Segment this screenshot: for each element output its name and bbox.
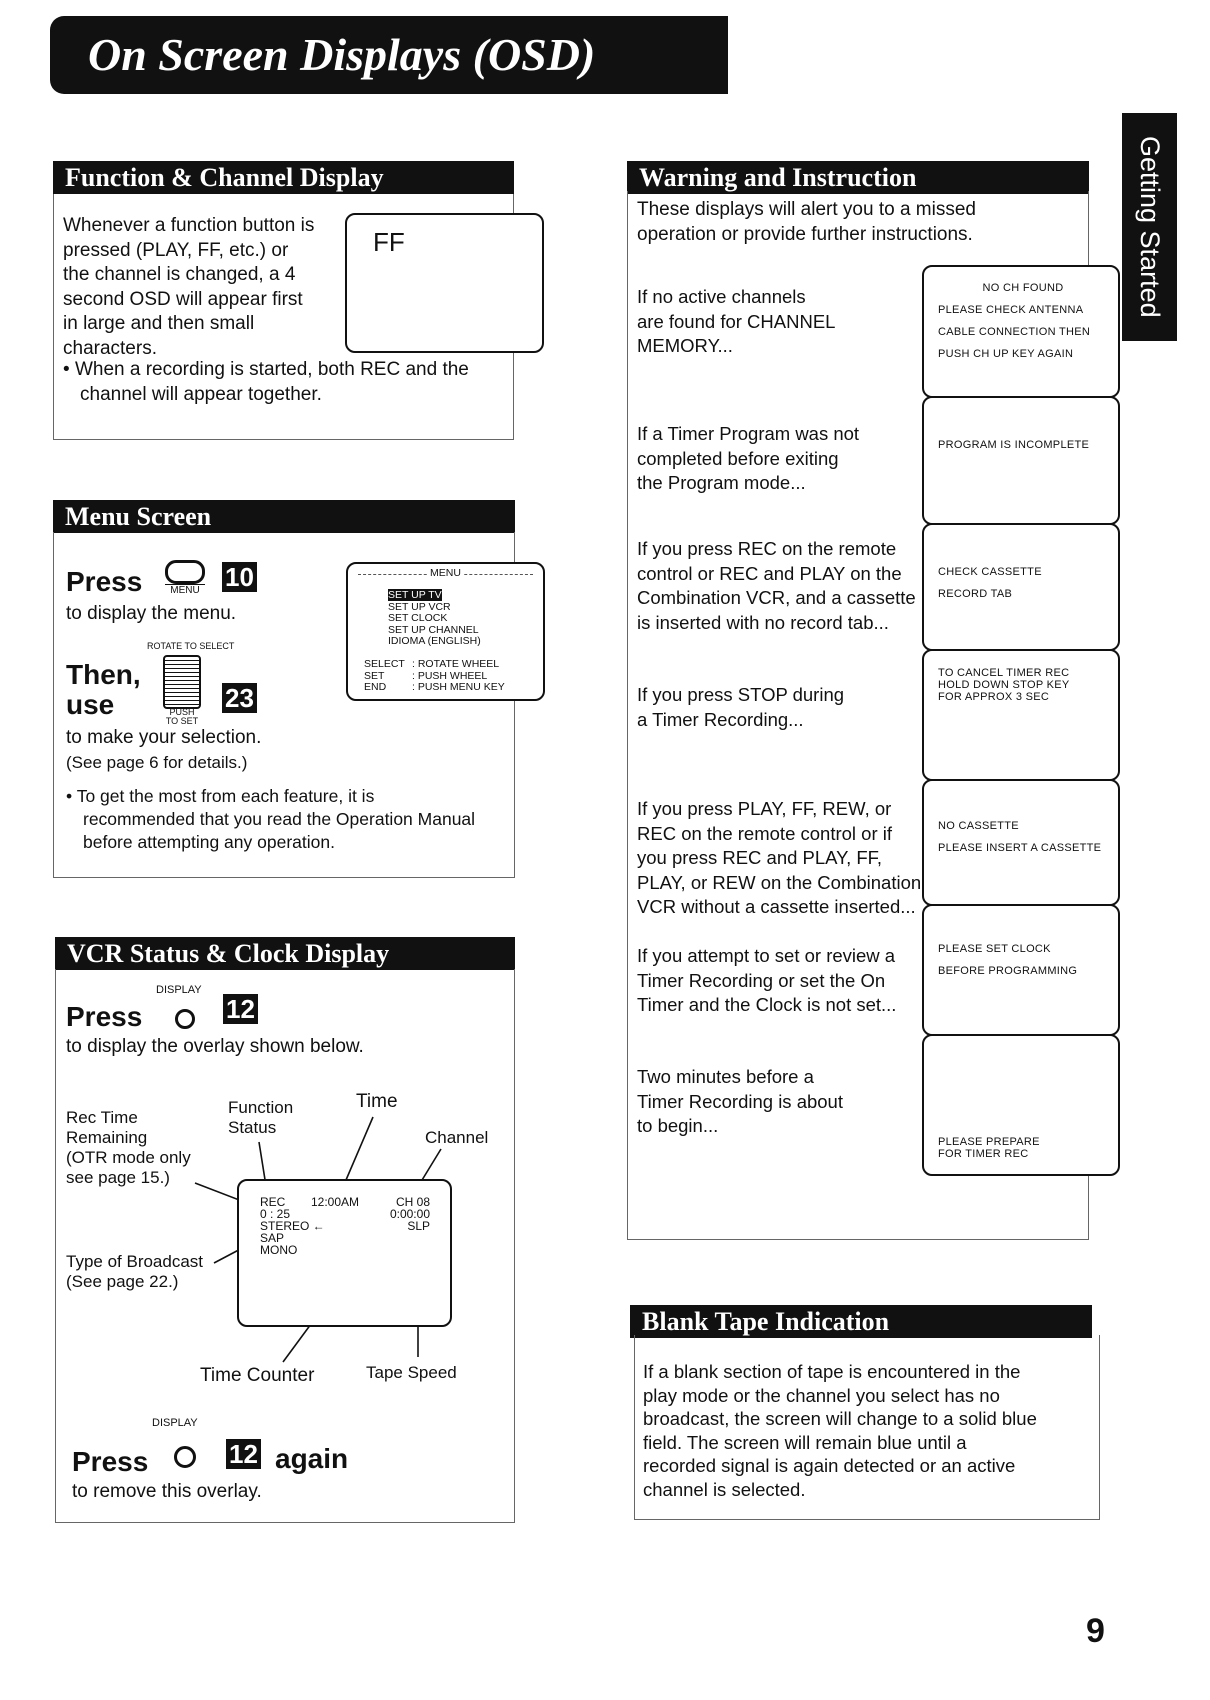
warning-condition bbox=[637, 537, 916, 635]
osd-mono: MONO bbox=[260, 1243, 298, 1257]
line: Rec Time bbox=[66, 1108, 138, 1127]
line: to begin... bbox=[637, 1115, 719, 1136]
line: characters. bbox=[63, 337, 157, 359]
line: (OTR mode only bbox=[66, 1148, 191, 1167]
osd-message-line: PLEASE SET CLOCK bbox=[938, 943, 1051, 955]
osd-message-line: TO CANCEL TIMER REC bbox=[938, 667, 1070, 679]
line: is inserted with no record tab... bbox=[637, 611, 889, 633]
line: If no active channels bbox=[637, 286, 806, 307]
osd-status-screen bbox=[237, 1179, 452, 1327]
osd-warning-screen bbox=[922, 265, 1120, 398]
osd-remaining: 0 : 25 bbox=[260, 1207, 291, 1221]
line: If you press STOP during bbox=[637, 684, 845, 705]
line: To get the most from each feature, it is bbox=[76, 786, 375, 806]
osd-message-line: FOR APPROX 3 SEC bbox=[938, 691, 1050, 703]
push-label: PUSH TO SET bbox=[165, 707, 199, 726]
osd-message-line: PUSH CH UP KEY AGAIN bbox=[938, 348, 1074, 360]
osd-warning-screen bbox=[922, 523, 1120, 651]
line: If you press PLAY, FF, REW, or bbox=[637, 798, 892, 819]
osd-warning-screen bbox=[922, 779, 1120, 906]
line: (See page 22.) bbox=[66, 1272, 179, 1291]
blank-tape-text bbox=[643, 1360, 1037, 1501]
line: recorded signal is again detected or an active bbox=[643, 1455, 1016, 1476]
warning-condition bbox=[637, 797, 921, 920]
warning-condition bbox=[637, 422, 859, 496]
use-label: use bbox=[66, 689, 115, 720]
line: If a blank section of tape is encountered in the bbox=[643, 1361, 1021, 1382]
line: Two minutes before a bbox=[637, 1066, 814, 1087]
again-label: again bbox=[275, 1443, 349, 1474]
label-time: Time bbox=[356, 1091, 398, 1112]
line: If you press REC on the remote bbox=[637, 538, 897, 559]
line: REC on the remote control or if bbox=[637, 822, 892, 844]
display-button-icon bbox=[174, 1446, 196, 1468]
press-label: Press bbox=[66, 566, 143, 597]
line: PLAY, or REW on the Combination bbox=[637, 871, 922, 893]
vcr-status-header: VCR Status & Clock Display bbox=[55, 937, 515, 970]
line: If you attempt to set or review a bbox=[637, 945, 896, 966]
line: When a recording is started, both REC and the bbox=[74, 359, 469, 380]
line: a Timer Recording... bbox=[637, 708, 804, 730]
osd-menu-item: IDIOMA (ENGLISH) bbox=[388, 635, 481, 647]
osd-menu-item: SET CLOCK bbox=[388, 612, 448, 624]
osd-warning-screen bbox=[922, 904, 1120, 1036]
blank-tape-header: Blank Tape Indication bbox=[630, 1305, 1092, 1338]
warning-condition bbox=[637, 944, 896, 1018]
osd-message-line: PROGRAM IS INCOMPLETE bbox=[938, 439, 1090, 451]
osd-sap: SAP bbox=[260, 1231, 285, 1245]
osd-message-line: FOR TIMER REC bbox=[938, 1148, 1029, 1160]
osd-channel: CH 08 bbox=[395, 1195, 430, 1209]
line: before attempting any operation. bbox=[83, 832, 335, 852]
press-label: Press bbox=[66, 1001, 143, 1032]
osd-message-line: PLEASE CHECK ANTENNA bbox=[938, 304, 1084, 316]
function-channel-bullet: • When a recording is started, both REC and the channel will appear together. bbox=[63, 358, 469, 407]
line: the channel is changed, a 4 bbox=[63, 264, 296, 285]
osd-warning-screen bbox=[922, 396, 1120, 525]
menu-instruction: to display the menu. bbox=[66, 603, 237, 624]
osd-message-line: CABLE CONNECTION THEN bbox=[938, 326, 1091, 338]
line: MEMORY... bbox=[637, 335, 733, 356]
ref-number: 23 bbox=[222, 683, 257, 713]
line: Remaining bbox=[66, 1128, 148, 1147]
osd-menu-item: SET UP CHANNEL bbox=[388, 623, 479, 636]
line: broadcast, the screen will change to a solid blue bbox=[643, 1408, 1037, 1429]
line: in large and then small bbox=[63, 313, 255, 334]
help-key: SELECT bbox=[364, 658, 405, 670]
label-channel: Channel bbox=[425, 1128, 489, 1147]
line: Status bbox=[228, 1118, 277, 1137]
label-tape-speed: Tape Speed bbox=[366, 1363, 457, 1382]
osd-menu-title: MENU bbox=[427, 567, 464, 579]
menu-screen-header: Menu Screen bbox=[53, 500, 515, 533]
osd-message-line: PLEASE INSERT A CASSETTE bbox=[938, 842, 1102, 854]
osd-warning-screen bbox=[922, 1034, 1120, 1176]
line: field. The screen will remain blue until a bbox=[643, 1431, 967, 1453]
selection-instruction: to make your selection. bbox=[66, 727, 262, 748]
page-title: On Screen Displays (OSD) bbox=[50, 16, 728, 94]
line: play mode or the channel you select has no bbox=[643, 1384, 1000, 1406]
line: VCR without a cassette inserted... bbox=[637, 896, 916, 917]
osd-menu-item-selected: SET UP TV bbox=[388, 589, 442, 601]
osd-text: FF bbox=[373, 227, 405, 257]
osd-counter: 0:00:00 bbox=[389, 1207, 430, 1221]
line: are found for CHANNEL bbox=[637, 310, 836, 332]
line: see page 15.) bbox=[66, 1168, 170, 1187]
line: second OSD will appear first bbox=[63, 288, 303, 310]
section-tab: Getting Started bbox=[1122, 113, 1177, 341]
line: recommended that you read the Operation Manual bbox=[83, 809, 476, 829]
label-time-counter: Time Counter bbox=[200, 1365, 315, 1386]
osd-menu-item: SET UP VCR bbox=[388, 600, 451, 613]
osd-message-line: PLEASE PREPARE bbox=[938, 1136, 1040, 1148]
line: Timer and the Clock is not set... bbox=[637, 994, 897, 1015]
rotate-label: ROTATE TO SELECT bbox=[147, 641, 235, 651]
menu-bullet: • To get the most from each feature, it is recommended that you read the Operation Manual before attempting any operation. bbox=[66, 786, 476, 852]
help-action: : PUSH MENU KEY bbox=[412, 681, 505, 693]
label-broadcast bbox=[66, 1252, 203, 1292]
see-page: (See page 6 for details.) bbox=[66, 753, 248, 772]
line: If a Timer Program was not bbox=[637, 423, 860, 444]
function-channel-header: Function & Channel Display bbox=[53, 161, 514, 194]
press-label: Press bbox=[72, 1446, 149, 1477]
menu-key-label: MENU bbox=[165, 584, 205, 596]
warning-condition bbox=[637, 285, 835, 359]
help-key: SET bbox=[364, 669, 385, 682]
page-number: 9 bbox=[1086, 1612, 1105, 1650]
line: completed before exiting bbox=[637, 447, 839, 469]
then-label: Then, bbox=[66, 659, 141, 690]
osd-function: REC bbox=[260, 1195, 286, 1209]
line: Timer Recording is about bbox=[637, 1090, 843, 1112]
line: pressed (PLAY, FF, etc.) or bbox=[63, 239, 289, 261]
line: Function bbox=[228, 1098, 294, 1117]
osd-warning-screen bbox=[922, 649, 1120, 781]
label-rec-time bbox=[66, 1108, 191, 1188]
osd-message-line: NO CH FOUND bbox=[982, 282, 1064, 294]
osd-message-line: CHECK CASSETTE bbox=[938, 566, 1042, 578]
overlay-instruction: to display the overlay shown below. bbox=[66, 1036, 364, 1057]
line: control or REC and PLAY on the bbox=[637, 562, 902, 584]
warning-intro bbox=[637, 198, 976, 247]
help-key: END bbox=[364, 681, 387, 693]
osd-message-line: HOLD DOWN STOP KEY bbox=[938, 679, 1070, 691]
osd-time: 12:00AM bbox=[311, 1195, 360, 1209]
line: you press REC and PLAY, FF, bbox=[637, 847, 883, 868]
line: Whenever a function button is bbox=[63, 215, 315, 236]
line: Combination VCR, and a cassette bbox=[637, 587, 916, 608]
osd-message-line: RECORD TAB bbox=[938, 588, 1013, 600]
ref-number: 12 bbox=[223, 994, 258, 1024]
line: Timer Recording or set the On bbox=[637, 969, 886, 991]
warning-condition bbox=[637, 1065, 843, 1139]
osd-speed: SLP bbox=[407, 1219, 430, 1233]
line: the Program mode... bbox=[637, 472, 806, 493]
line: operation or provide further instructions. bbox=[637, 223, 973, 245]
ref-number: 12 bbox=[226, 1439, 261, 1469]
osd-message-line: BEFORE PROGRAMMING bbox=[938, 965, 1078, 977]
display-label: DISPLAY bbox=[152, 1417, 198, 1429]
help-action: : PUSH WHEEL bbox=[412, 669, 488, 682]
line: These displays will alert you to a missed bbox=[637, 199, 976, 220]
label-function-status bbox=[228, 1098, 293, 1138]
warning-header: Warning and Instruction bbox=[627, 161, 1089, 194]
warning-condition bbox=[637, 683, 844, 732]
line: Type of Broadcast bbox=[66, 1252, 204, 1271]
help-action: : ROTATE WHEEL bbox=[412, 658, 500, 670]
line: channel is selected. bbox=[643, 1478, 806, 1500]
osd-message-line: NO CASSETTE bbox=[938, 820, 1019, 832]
display-label: DISPLAY bbox=[156, 984, 202, 996]
remove-instruction: to remove this overlay. bbox=[72, 1481, 262, 1502]
line: channel will appear together. bbox=[80, 383, 322, 405]
ref-number: 10 bbox=[222, 562, 257, 592]
osd-stereo: STEREO ← bbox=[260, 1219, 325, 1233]
